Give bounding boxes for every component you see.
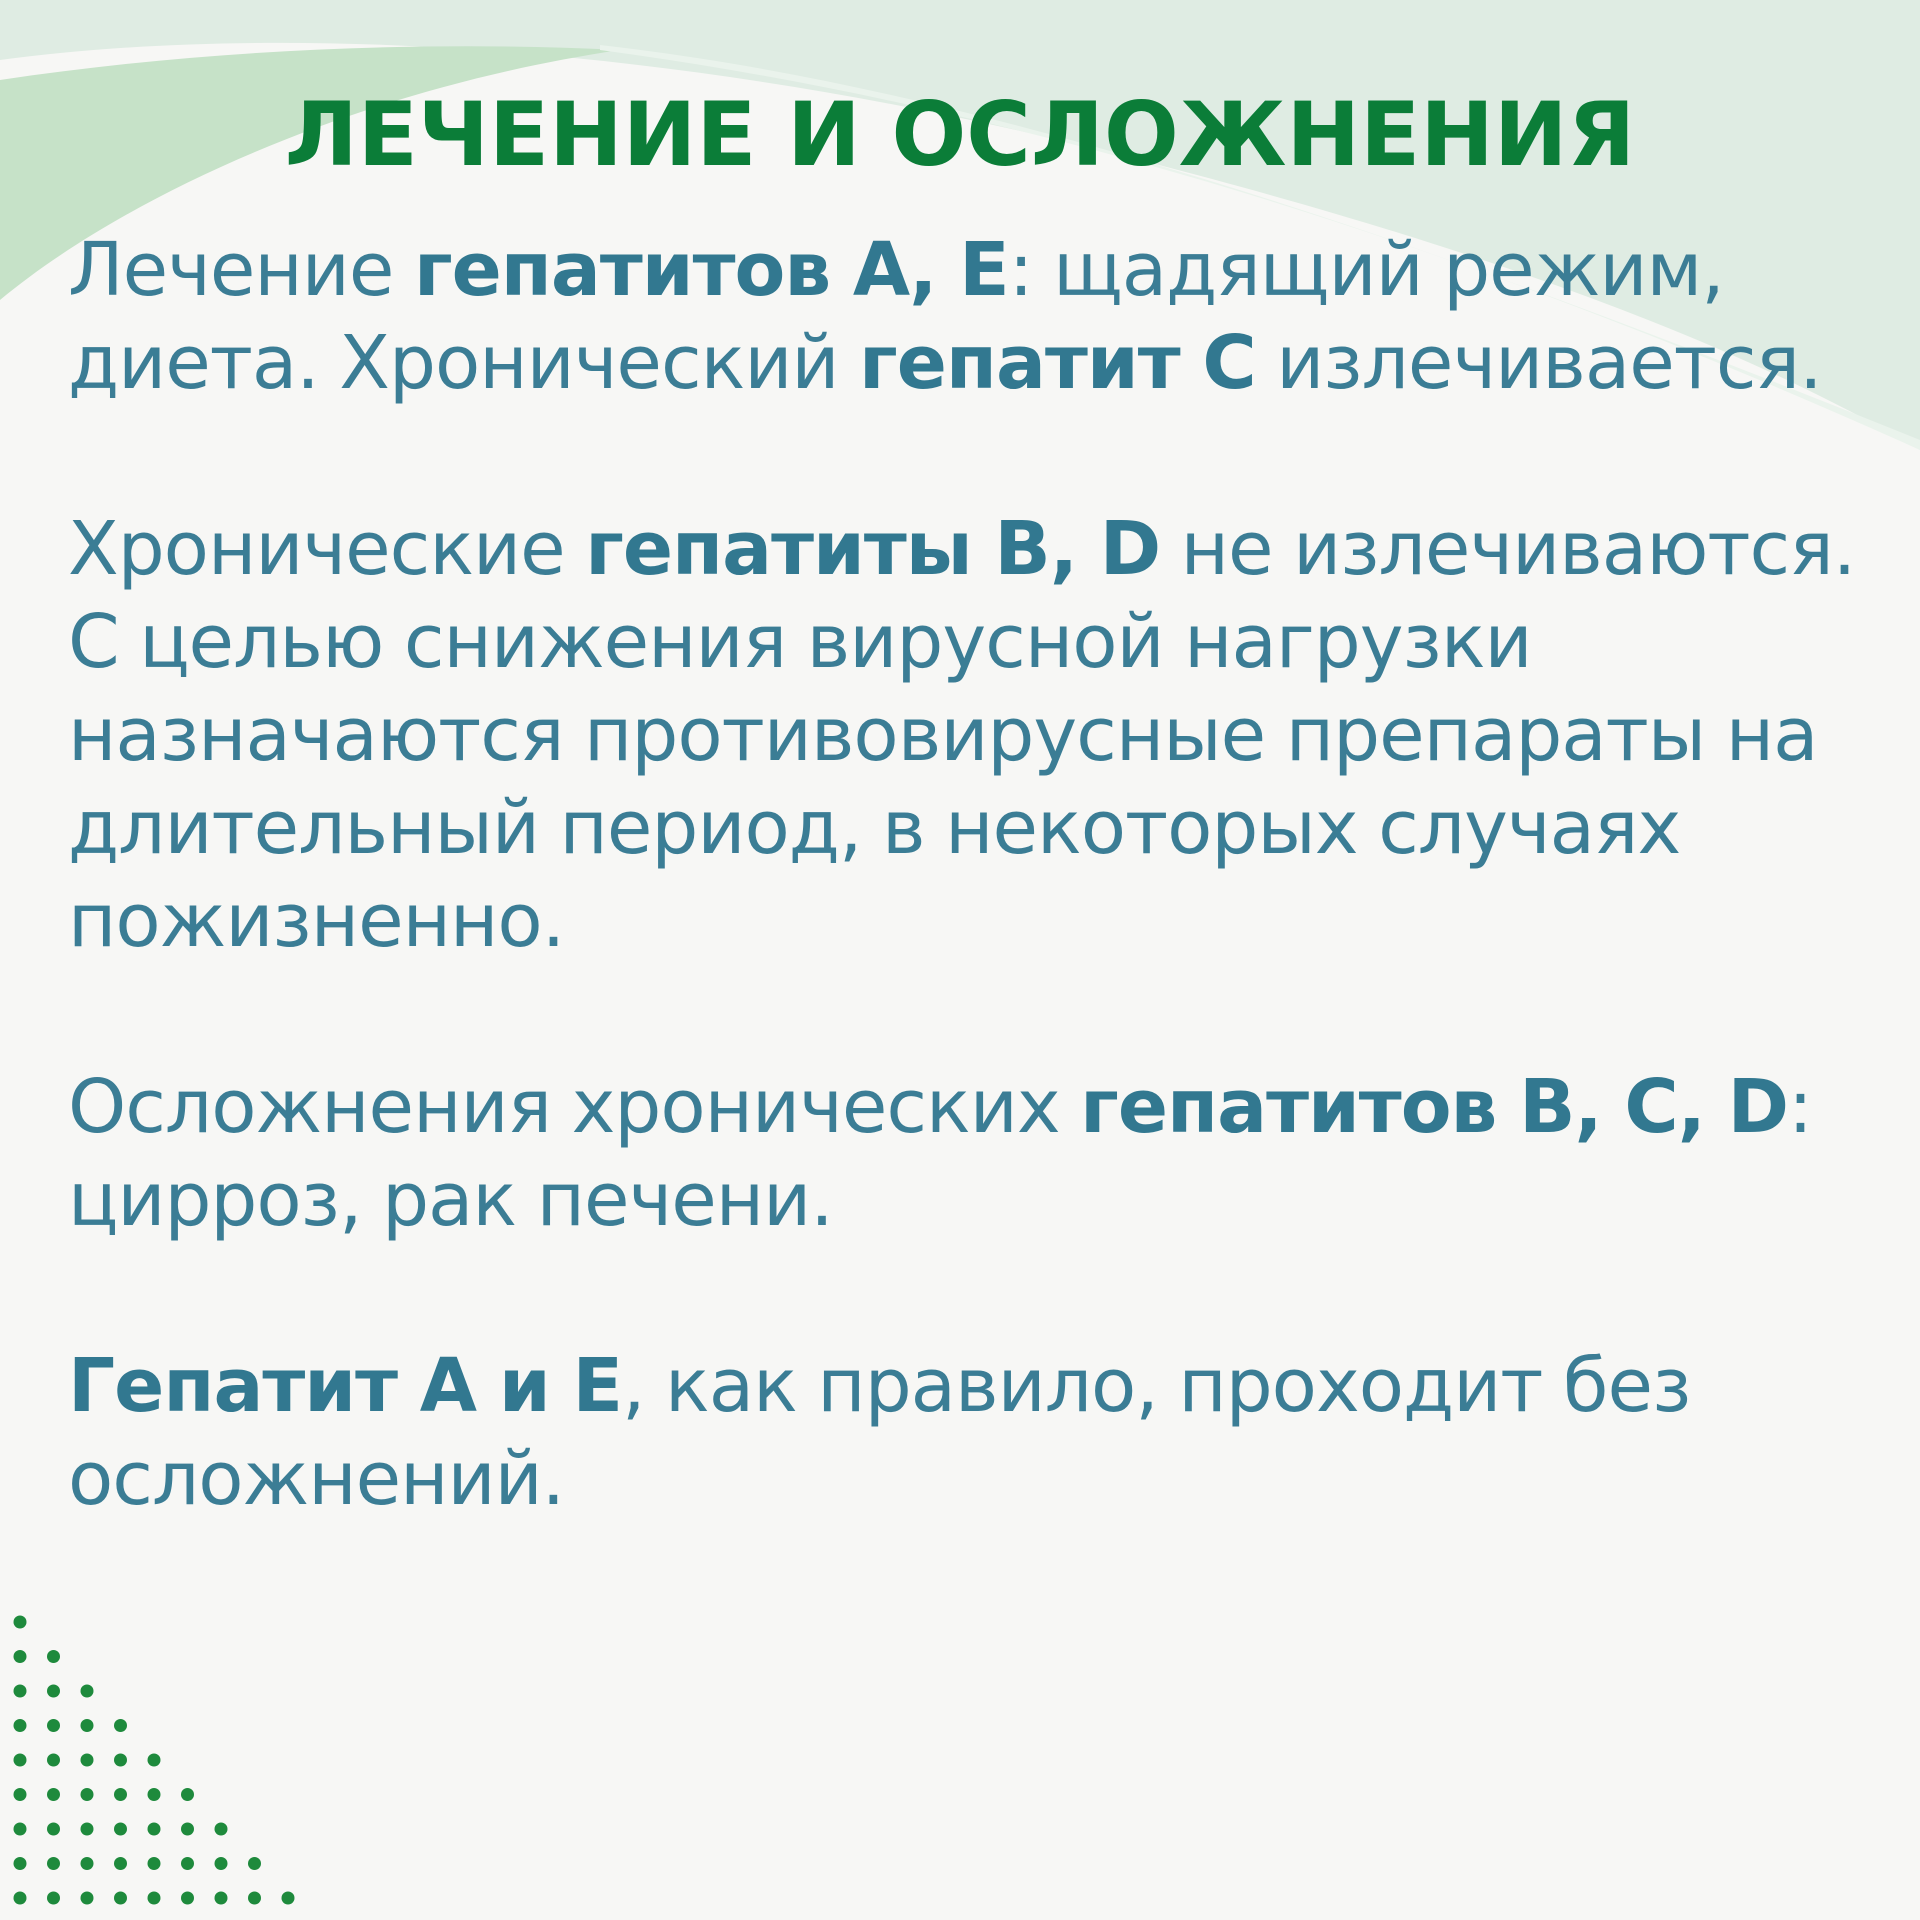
decorative-dot xyxy=(47,1857,60,1870)
highlight-hepatitis-c: гепатит С xyxy=(859,320,1256,406)
decorative-dot xyxy=(215,1857,228,1870)
paragraph-hepatitis-a-e-outcome xyxy=(68,1340,1868,1526)
decorative-dot xyxy=(81,1892,94,1905)
decorative-dot xyxy=(14,1719,27,1732)
content-body xyxy=(68,224,1868,1619)
decorative-dot xyxy=(148,1892,161,1905)
paragraph-treatment-a-e xyxy=(68,224,1868,410)
decorative-dot xyxy=(114,1892,127,1905)
decorative-dot xyxy=(47,1685,60,1698)
decorative-dot xyxy=(181,1857,194,1870)
decorative-dot xyxy=(14,1616,27,1629)
decorative-dot xyxy=(14,1685,27,1698)
decorative-dot xyxy=(81,1685,94,1698)
text-segment: не излечиваются. С целью снижения вирусной нагрузки назначаются противовирусные препараты на длительный период, в некоторых случаях пожизненно. xyxy=(68,506,1856,964)
decorative-dot xyxy=(148,1857,161,1870)
decorative-dot xyxy=(148,1788,161,1801)
decorative-dot xyxy=(114,1788,127,1801)
highlight-hepatitis-a-e: гепатитов А, Е xyxy=(413,227,1009,313)
decorative-dot-pattern xyxy=(0,1600,330,1920)
decorative-dot xyxy=(81,1823,94,1836)
decorative-dot xyxy=(181,1788,194,1801)
text-segment: : цирроз, рак печени. xyxy=(68,1064,1812,1243)
decorative-dot xyxy=(215,1892,228,1905)
decorative-dot xyxy=(248,1857,261,1870)
decorative-dot xyxy=(248,1892,261,1905)
decorative-dot xyxy=(14,1754,27,1767)
highlight-hepatitis-a-and-e: Гепатит А и Е xyxy=(68,1343,622,1429)
paragraph-chronic-b-d xyxy=(68,503,1868,968)
decorative-dot xyxy=(14,1892,27,1905)
decorative-dot xyxy=(81,1788,94,1801)
decorative-dot xyxy=(81,1857,94,1870)
text-segment: Хронические xyxy=(68,506,586,592)
paragraph-complications xyxy=(68,1061,1868,1247)
decorative-dot xyxy=(114,1754,127,1767)
text-segment: : щадящий режим, диета. Хронический xyxy=(68,227,1724,406)
decorative-dot xyxy=(114,1823,127,1836)
text-segment: излечивается. xyxy=(1255,320,1822,406)
decorative-dot xyxy=(47,1719,60,1732)
text-segment: Лечение xyxy=(68,227,414,313)
decorative-dot xyxy=(14,1857,27,1870)
decorative-dot xyxy=(47,1892,60,1905)
decorative-dot xyxy=(148,1823,161,1836)
decorative-dot xyxy=(14,1788,27,1801)
decorative-dot xyxy=(181,1892,194,1905)
decorative-dot xyxy=(47,1788,60,1801)
decorative-dot xyxy=(282,1892,295,1905)
decorative-dot xyxy=(215,1823,228,1836)
decorative-dot xyxy=(81,1719,94,1732)
decorative-dot xyxy=(181,1823,194,1836)
decorative-dot xyxy=(14,1650,27,1663)
decorative-dot xyxy=(114,1857,127,1870)
highlight-hepatitis-b-d: гепатиты В, D xyxy=(585,506,1161,592)
decorative-dot xyxy=(14,1823,27,1836)
decorative-dot xyxy=(47,1754,60,1767)
decorative-dot xyxy=(114,1719,127,1732)
text-segment: Осложнения хронических xyxy=(68,1064,1081,1150)
decorative-dot xyxy=(47,1650,60,1663)
decorative-dot xyxy=(81,1754,94,1767)
decorative-dot xyxy=(47,1823,60,1836)
decorative-dot xyxy=(148,1754,161,1767)
text-segment: , как правило, проходит без осложнений. xyxy=(68,1343,1691,1522)
highlight-hepatitis-b-c-d: гепатитов В, С, D xyxy=(1080,1064,1789,1150)
page-title: ЛЕЧЕНИЕ И ОСЛОЖНЕНИЯ xyxy=(284,83,1636,186)
